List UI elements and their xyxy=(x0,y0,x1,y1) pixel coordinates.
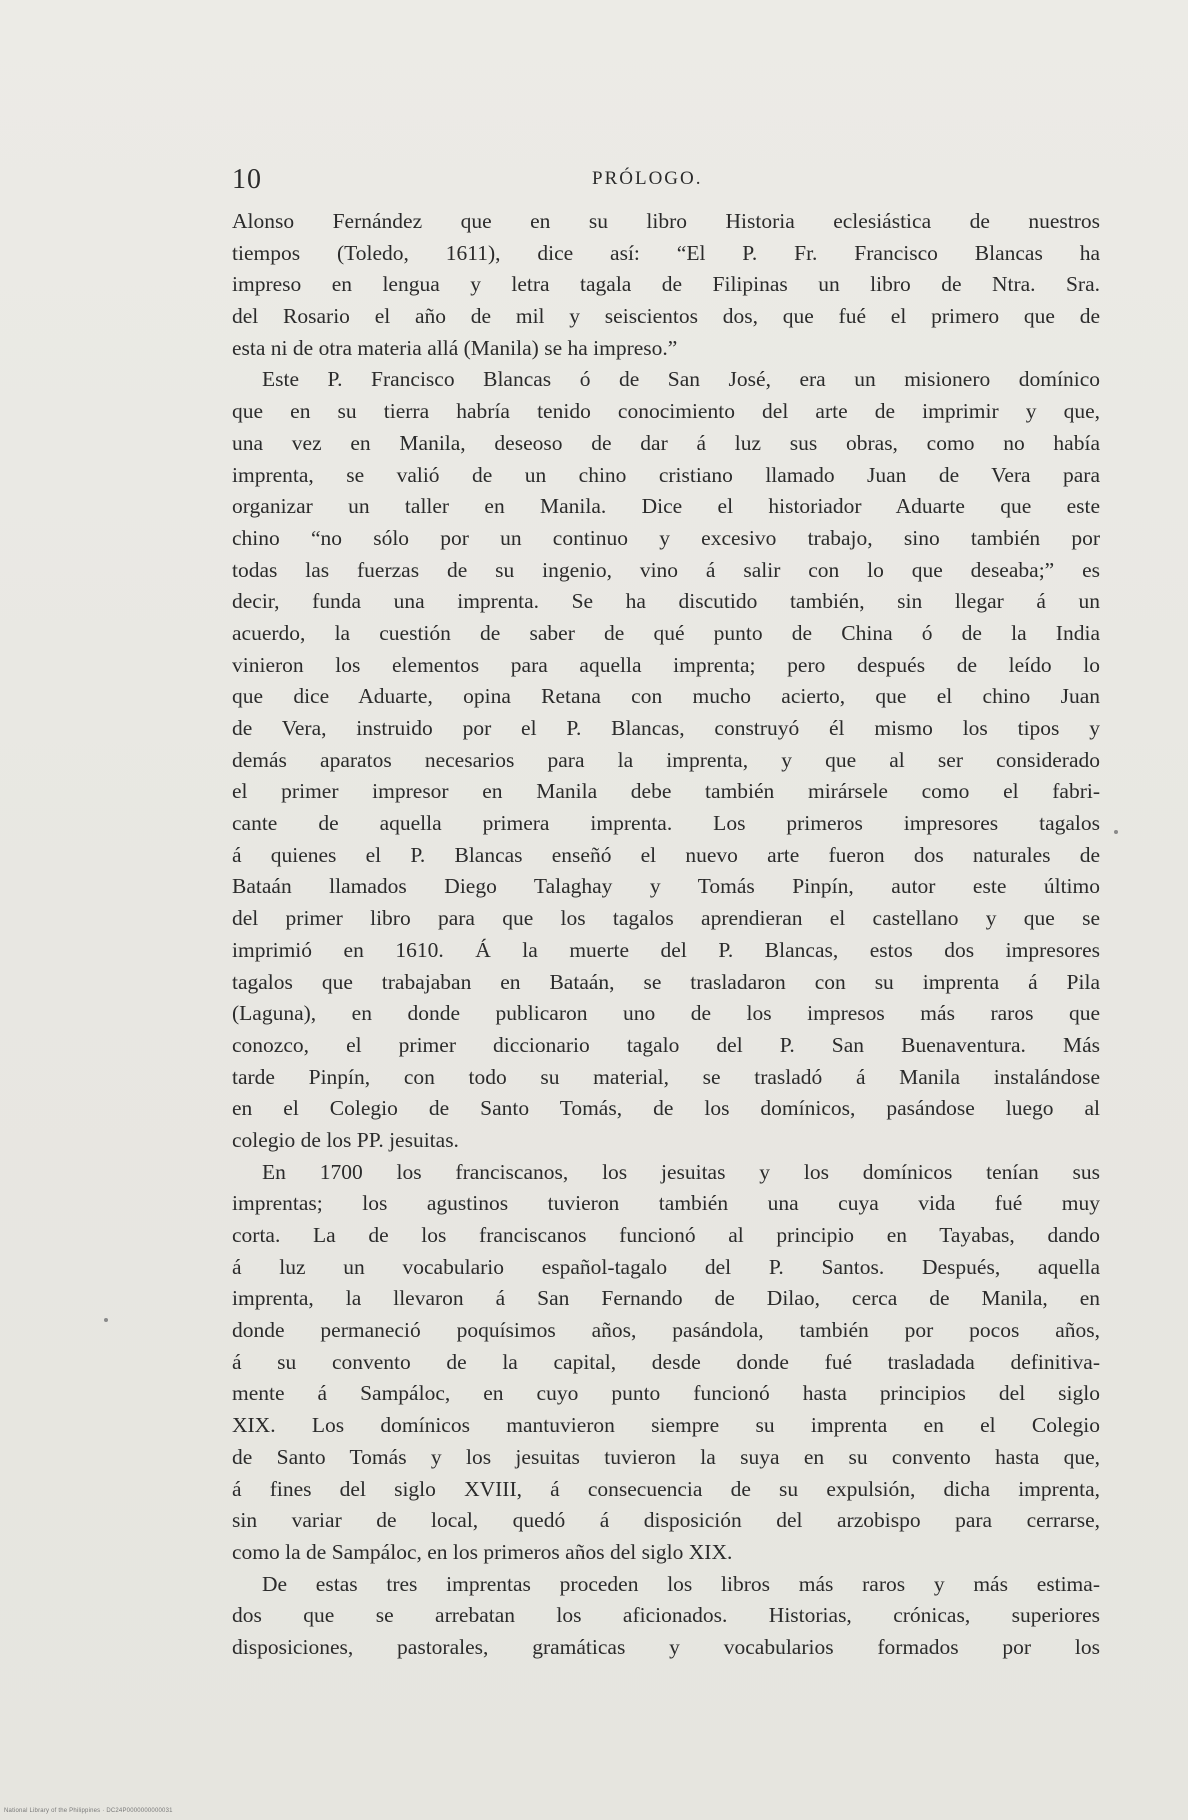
text-line: á su convento de la capital, desde donde fué trasladada definitiva- xyxy=(232,1349,1100,1374)
text-line: De estas tres imprentas proceden los libros más raros y más estima- xyxy=(262,1571,1100,1596)
text-line: corta. La de los franciscanos funcionó al principio en Tayabas, dando xyxy=(232,1223,1100,1247)
text-line: En 1700 los franciscanos, los jesuitas y los domínicos tenían sus xyxy=(262,1159,1100,1184)
text-line: tagalos que trabajaban en Bataán, se trasladaron con su imprenta á Pila xyxy=(232,969,1100,994)
text-line: imprenta, la llevaron á San Fernando de Dilao, cerca de Manila, en xyxy=(232,1286,1100,1311)
text-line: á fines del siglo XVIII, á consecuencia de su expulsión, dicha imprenta, xyxy=(232,1476,1100,1501)
text-line: del Rosario el año de mil y seiscientos dos, que fué el primero que de xyxy=(232,304,1100,329)
text-line: á luz un vocabulario español-tagalo del P. Santos. Después, aquella xyxy=(232,1254,1100,1279)
text-line: del primer libro para que los tagalos aprendieran el castellano y que se xyxy=(232,906,1100,931)
text-line: Alonso Fernández que en su libro Historia eclesiástica de nuestros xyxy=(232,209,1100,233)
text-line: una vez en Manila, deseoso de dar á luz sus obras, como no había xyxy=(232,430,1100,455)
text-line: demás aparatos necesarios para la imprenta, y que al ser considerado xyxy=(232,747,1100,772)
text-line: chino “no sólo por un continuo y excesivo trabajo, sino también por xyxy=(232,525,1100,550)
text-line: de Vera, instruido por el P. Blancas, construyó él mismo los tipos y xyxy=(232,716,1100,740)
text-line: donde permaneció poquísimos años, pasándola, también por pocos años, xyxy=(232,1318,1100,1343)
text-line: organizar un taller en Manila. Dice el historiador Aduarte que este xyxy=(232,494,1100,519)
paragraph-1 xyxy=(232,206,1100,364)
paragraph-3 xyxy=(232,1157,1100,1569)
text-line: imprenta, se valió de un chino cristiano llamado Juan de Vera para xyxy=(232,462,1100,487)
text-line: mente á Sampáloc, en cuyo punto funcionó hasta principios del siglo xyxy=(232,1381,1100,1406)
running-title: PRÓLOGO. xyxy=(592,168,703,189)
text-line: en el Colegio de Santo Tomás, de los domínicos, pasándose luego al xyxy=(232,1096,1100,1121)
text-line: imprimió en 1610. Á la muerte del P. Blancas, estos dos impresores xyxy=(232,937,1100,962)
scan-speck xyxy=(104,1318,108,1322)
text-line: acuerdo, la cuestión de saber de qué punto de China ó de la India xyxy=(232,620,1100,645)
body-text xyxy=(232,206,1100,1664)
text-line: imprentas; los agustinos tuvieron también una cuya vida fué muy xyxy=(232,1191,1100,1216)
paragraph-2 xyxy=(232,364,1100,1156)
page-header xyxy=(232,160,1090,200)
text-line: dos que se arrebatan los aficionados. Historias, crónicas, superiores xyxy=(232,1603,1100,1628)
text-line: Bataán llamados Diego Talaghay y Tomás Pinpín, autor este último xyxy=(232,874,1100,899)
text-line: colegio de los PP. jesuitas. xyxy=(232,1127,459,1152)
text-line: XIX. Los domínicos mantuvieron siempre su imprenta en el Colegio xyxy=(232,1413,1100,1438)
text-line: tiempos (Toledo, 1611), dice así: “El P. Fr. Francisco Blancas ha xyxy=(232,240,1100,265)
text-line: impreso en lengua y letra tagala de Filipinas un libro de Ntra. Sra. xyxy=(232,272,1100,297)
text-line: vinieron los elementos para aquella imprenta; pero después de leído lo xyxy=(232,652,1100,677)
text-line: que en su tierra habría tenido conocimiento del arte de imprimir y que, xyxy=(232,399,1100,424)
text-line: el primer impresor en Manila debe también mirársele como el fabri- xyxy=(232,779,1100,804)
paragraph-4 xyxy=(232,1569,1100,1664)
text-line: tarde Pinpín, con todo su material, se trasladó á Manila instalándose xyxy=(232,1064,1100,1089)
scan-speck xyxy=(1114,830,1118,834)
text-line: esta ni de otra materia allá (Manila) se ha impreso.” xyxy=(232,335,678,360)
text-line: sin variar de local, quedó á disposición del arzobispo para cerrarse, xyxy=(232,1508,1100,1533)
text-line: todas las fuerzas de su ingenio, vino á salir con lo que deseaba;” es xyxy=(232,557,1100,582)
text-line: conozco, el primer diccionario tagalo del P. San Buenaventura. Más xyxy=(232,1032,1100,1057)
text-line: disposiciones, pastorales, gramáticas y vocabularios formados por los xyxy=(232,1634,1100,1659)
text-line: decir, funda una imprenta. Se ha discutido también, sin llegar á un xyxy=(232,589,1100,614)
text-line: como la de Sampáloc, en los primeros años del siglo XIX. xyxy=(232,1539,733,1564)
text-line: cante de aquella primera imprenta. Los primeros impresores tagalos xyxy=(232,811,1100,836)
text-line: que dice Aduarte, opina Retana con mucho acierto, que el chino Juan xyxy=(232,684,1100,709)
library-stamp: National Library of the Philippines · DC24P0000000000031 xyxy=(4,1808,173,1814)
text-line: de Santo Tomás y los jesuitas tuvieron la suya en su convento hasta que, xyxy=(232,1444,1100,1469)
text-line: á quienes el P. Blancas enseñó el nuevo arte fueron dos naturales de xyxy=(232,842,1100,867)
page-number: 10 xyxy=(232,164,262,195)
text-line: Este P. Francisco Blancas ó de San José, era un misionero domínico xyxy=(262,367,1100,392)
text-line: (Laguna), en donde publicaron uno de los impresos más raros que xyxy=(232,1001,1100,1026)
